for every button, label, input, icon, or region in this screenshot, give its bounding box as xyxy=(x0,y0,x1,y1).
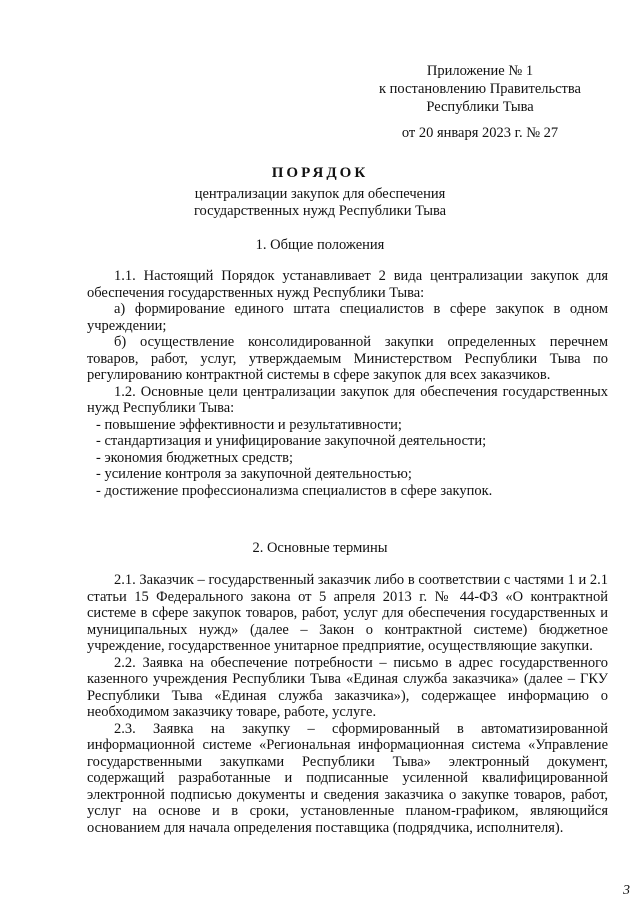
paragraph-1-2: 1.2. Основные цели централизации закупок для обеспечения государственных нужд Республики Тыва: xyxy=(87,383,608,416)
appendix-date: от 20 января 2023 г. № 27 xyxy=(401,125,559,141)
list-item: - стандартизация и унифицирование закупочной деятельности; xyxy=(96,433,487,449)
list-item: - повышение эффективности и результативности; xyxy=(96,416,402,433)
appendix-line-2: к постановлению Правительства xyxy=(379,81,581,97)
paragraph-1-1-b: б) осуществление консолидированной закупки определенных перечнем товаров, работ, услуг, утверждаемым Министерством Республики Тыва по регулированию контрактной системы в сфере закупок для всех заказчиков. xyxy=(87,334,608,383)
paragraph-2-1: 2.1. Заказчик – государственный заказчик либо в соответствии с частями 1 и 2.1 статьи 15 Федерального закона от 5 апреля 2013 г. № 44-ФЗ «О контрактной системе в сфере закупок товаров, работ, услуг для обеспечения государственных и муниципальных нужд» (далее – Закон о контрактной системе) бюджетное учреждение, государственное унитарное предприятие, осуществляющие закупки. xyxy=(87,572,608,654)
page-number-mark: 3 xyxy=(623,883,630,898)
paragraph-1-1: 1.1. Настоящий Порядок устанавливает 2 вида централизации закупок для обеспечения государственных нужд Республики Тыва: xyxy=(87,268,608,301)
list-item: - достижение профессионализма специалистов в сфере закупок. xyxy=(96,482,493,499)
paragraph-1-1-a: а) формирование единого штата специалистов в сфере закупок в одном учреждении; xyxy=(87,301,608,334)
paragraph-2-3: 2.3. Заявка на закупку – сформированный в автоматизированной информационной системе «Региональная информационная система «Управление государственными закупками Республики Тыва» электронный документ, содержащий разработанные и подписанные усиленной квалифицированной электронной подписью документы и сведения заказчика о закупке товаров, работ, услуг на основе и в сроки, установленные планом-графиком, являющийся основанием для начала определения поставщика (подрядчика, исполнителя). xyxy=(87,720,608,836)
section-1-heading: 1. Общие положения xyxy=(255,237,385,253)
subtitle-line-2: государственных нужд Республики Тыва xyxy=(193,203,447,219)
section-2-heading: 2. Основные термины xyxy=(252,540,388,556)
appendix-line-3: Республики Тыва xyxy=(426,99,534,115)
appendix-line-1: Приложение № 1 xyxy=(426,63,534,79)
appendix-block xyxy=(350,62,610,142)
document-subtitle xyxy=(0,186,640,220)
list-item: - усиление контроля за закупочной деятельностью; xyxy=(96,466,412,482)
section-1-body xyxy=(87,268,608,499)
paragraph-2-2: 2.2. Заявка на обеспечение потребности – письмо в адрес государственного казенного учреждения Республики Тыва «Единая служба заказчика» (далее – ГКУ Республики Тыва «Единая служба заказчика»), содержащее информацию о необходимом заказчику товаре, работе, услуге. xyxy=(87,654,608,720)
subtitle-line-1: централизации закупок для обеспечения xyxy=(194,186,446,202)
document-title: ПОРЯДОК xyxy=(271,165,369,181)
list-item: - экономия бюджетных средств; xyxy=(96,449,293,466)
section-2-body xyxy=(87,572,608,836)
